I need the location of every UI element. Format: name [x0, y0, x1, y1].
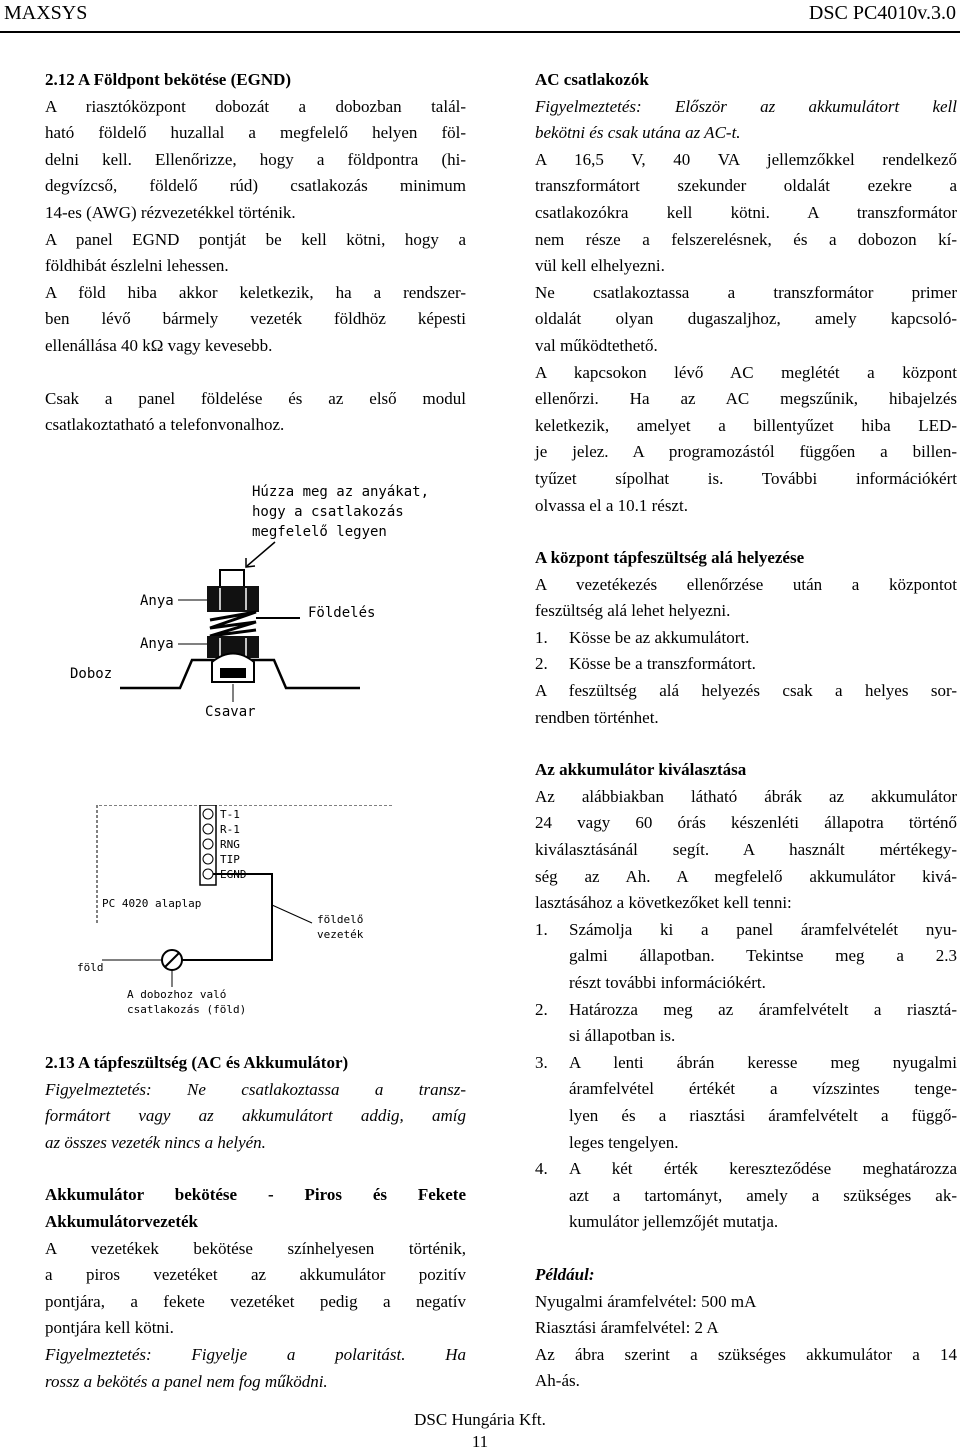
text-line: ellenőrzi. Ha az AC megszűnik, hibajelzés — [535, 389, 957, 409]
box-label: csatlakozás (föld) — [127, 1003, 247, 1016]
text-line: csatlakozókra kell kötni. A transzformátor — [535, 202, 957, 222]
list-number: 1. — [535, 627, 548, 647]
text-line: A riasztóközpont dobozát a dobozban talál- — [45, 96, 466, 116]
list-text: Kösse be a transzformátort. — [569, 654, 756, 674]
list-text: lyen és a riasztási áramfelvételt a függő- — [569, 1105, 957, 1125]
header-right: DSC PC4010v.3.0 — [808, 2, 956, 24]
power-title: A központ tápfeszültség alá helyezése — [535, 548, 805, 568]
warning-line: Figyelmeztetés: Először az akkumulátort kell — [535, 96, 957, 116]
text-line: A 16,5 V, 40 VA jellemzőkkel rendelkező — [535, 149, 957, 169]
text-line: Ah-ás. — [535, 1371, 580, 1391]
list-text: Határozza meg az áramfelvételt a riasztá- — [569, 999, 957, 1019]
text-line: val működtethető. — [535, 335, 658, 355]
text-line: pontjára, a fekete vezetéket pedig a negatív — [45, 1291, 466, 1311]
list-number: 2. — [535, 999, 548, 1019]
text-line: a piros vezetéket az akkumulátor pozitív — [45, 1265, 466, 1285]
left-column-top — [45, 67, 466, 439]
text-line: A föld hiba akkor keletkezik, ha a rendszer- — [45, 282, 466, 302]
text-line: oldalát olyan dugaszaljhoz, amely kapcsoló- — [535, 309, 957, 329]
label-csavar: Csavar — [205, 704, 256, 720]
text-line: ben lévő bármely vezeték földhöz képesti — [45, 309, 466, 329]
list-number: 2. — [535, 654, 548, 674]
list-text: si állapotban is. — [569, 1026, 676, 1046]
list-item — [535, 1050, 957, 1156]
label-foldeles: Földelés — [308, 605, 376, 621]
page-number: 11 — [471, 1432, 489, 1451]
grounding-screw-figure — [60, 470, 480, 730]
warning-line: formátort vagy az akkumulátort addig, amíg — [45, 1106, 466, 1126]
list-text: A lenti ábrán keresse meg nyugalmi — [569, 1052, 957, 1072]
text-line: Nyugalmi áramfelvétel: 500 mA — [535, 1291, 757, 1311]
text-line: A vezetékezés ellenőrzése után a központot — [535, 574, 957, 594]
text-line: ség az Ah. A megfelelő akkumulátor kivá- — [535, 866, 957, 886]
note-line: Csak a panel földelése és az első modul — [45, 388, 466, 408]
text-line: Az alábbiakban látható ábrák az akkumulátor — [535, 786, 957, 806]
text-line: A vezetékek bekötése színhelyesen történik, — [45, 1238, 466, 1258]
note-line: csatlakoztatható a telefonvonalhoz. — [45, 415, 285, 435]
terminal-label: T-1 — [220, 808, 240, 821]
ground-wire-label: vezeték — [317, 928, 364, 941]
battery-title: Akkumulátor bekötése - Piros és Fekete — [45, 1185, 466, 1205]
list-text: galmi állapotban. Tekintse meg a 2.3 — [569, 946, 957, 966]
list-text: Kösse be az akkumulátort. — [569, 627, 750, 647]
text-line: A kapcsokon lévő AC meglétét a központ — [535, 362, 957, 382]
warning-line: az összes vezeték nincs a helyén. — [45, 1132, 266, 1152]
list-text: részt további információkért. — [569, 973, 766, 992]
text-line: nem része a felszerelésnek, és a dobozon kí- — [535, 229, 957, 249]
section-2-12-title: 2.12 A Földpont bekötése (EGND) — [45, 70, 292, 89]
terminal-label: RNG — [220, 838, 240, 851]
list-number: 3. — [535, 1052, 548, 1072]
ac-title: AC csatlakozók — [535, 70, 649, 89]
warning-line: Figyelmeztetés: Figyelje a polaritást. Ha — [45, 1344, 466, 1364]
list-text: áramfelvétel értékét a vízszintes tenge- — [569, 1079, 957, 1099]
list-item — [535, 625, 957, 652]
list-text: azt a tartományt, amely a szükséges ak- — [569, 1185, 957, 1205]
text-line: tyűzet sípolhat is. További információkért — [535, 468, 957, 488]
text-line: ellenállása 40 kΩ vagy kevesebb. — [45, 335, 273, 355]
text-line: Ne csatlakoztassa a transzformátor primer — [535, 282, 957, 302]
text-line: delni kell. Ellenőrizze, hogy a földpontra (hi- — [45, 149, 466, 169]
terminal-label: TIP — [220, 853, 240, 866]
list-item — [535, 997, 957, 1050]
text-line: ható földelő huzallal a megfelelő helyen föl- — [45, 123, 466, 143]
example-title: Például: — [535, 1264, 595, 1284]
text-line: rendben történhet. — [535, 707, 659, 727]
text-line: feszültség alá lehet helyezni. — [535, 601, 731, 621]
text-line: keletkezik, amelyet a billentyűzet hiba LED- — [535, 415, 957, 435]
right-column — [535, 67, 957, 1395]
text-line: 14-es (AWG) rézvezetékkel történik. — [45, 202, 296, 222]
text-line: transzformátort szekunder oldalát ezekre a — [535, 176, 957, 196]
list-number: 1. — [535, 919, 548, 939]
text-line: Riasztási áramfelvétel: 2 A — [535, 1318, 719, 1338]
list-item — [535, 1156, 957, 1236]
ground-wire-label: földelő — [317, 913, 364, 926]
list-text: kumulátor jellemzőjét mutatja. — [569, 1212, 779, 1232]
warning-line: bekötni és csak utána az AC-t. — [535, 123, 741, 143]
text-line: 24 vagy 60 órás készenléti állapotra történő — [535, 813, 957, 833]
text-line: pontjára kell kötni. — [45, 1318, 174, 1338]
text-line: degvízcső, földelő rúd) csatlakozás minimum — [45, 176, 466, 196]
list-text: Számolja ki a panel áramfelvételét nyu- — [569, 919, 957, 939]
header-rule — [0, 31, 960, 33]
board-label: PC 4020 alaplap — [102, 897, 202, 910]
text-line: földhibát észlelni lehessen. — [45, 256, 229, 276]
section-2-13-title: 2.13 A tápfeszültség (AC és Akkumulátor) — [45, 1053, 349, 1072]
list-item — [535, 917, 957, 997]
terminal-label: EGND — [220, 868, 247, 881]
text-line: kiválasztásánál segít. A használt mértékegy- — [535, 840, 957, 860]
warning-line: Figyelmeztetés: Ne csatlakoztassa a transz- — [45, 1079, 466, 1099]
battery-selection-title: Az akkumulátor kiválasztása — [535, 760, 747, 780]
warning-line: rossz a bekötés a panel nem fog működni. — [45, 1371, 328, 1391]
left-column-bottom — [45, 1050, 466, 1395]
label-doboz: Doboz — [70, 666, 113, 682]
egnd-wiring-figure — [72, 805, 392, 1025]
text-line: je jelez. A programozástól függően a billen- — [535, 442, 957, 462]
ground-label: föld — [77, 961, 104, 974]
list-text: A két érték kereszteződése meghatározza — [569, 1159, 957, 1179]
text-line: olvassa el a 10.1 részt. — [535, 495, 688, 515]
text-line: A panel EGND pontját be kell kötni, hogy a — [45, 229, 466, 249]
box-label: A dobozhoz való — [127, 988, 227, 1001]
text-line: vül kell elhelyezni. — [535, 256, 665, 276]
header-left: MAXSYS — [4, 2, 88, 24]
terminal-label: R-1 — [220, 823, 240, 836]
text-line: Az ábra szerint a szükséges akkumulátor a 14 — [535, 1344, 957, 1364]
list-number: 4. — [535, 1159, 548, 1179]
text-line: lasztásához a következőket kell tenni: — [535, 893, 792, 913]
callout-line: hogy a csatlakozás — [252, 504, 404, 520]
label-anya-1: Anya — [140, 593, 174, 609]
text-line: A feszültség alá helyezés csak a helyes sor- — [535, 681, 957, 701]
callout-line: Húzza meg az anyákat, — [252, 484, 430, 500]
battery-title: Akkumulátorvezeték — [45, 1211, 198, 1231]
label-anya-2: Anya — [140, 636, 174, 652]
callout-line: megfelelő legyen — [252, 524, 387, 540]
list-item — [535, 651, 957, 678]
footer-company: DSC Hungária Kft. — [414, 1410, 546, 1429]
list-text: leges tengelyen. — [569, 1132, 679, 1152]
